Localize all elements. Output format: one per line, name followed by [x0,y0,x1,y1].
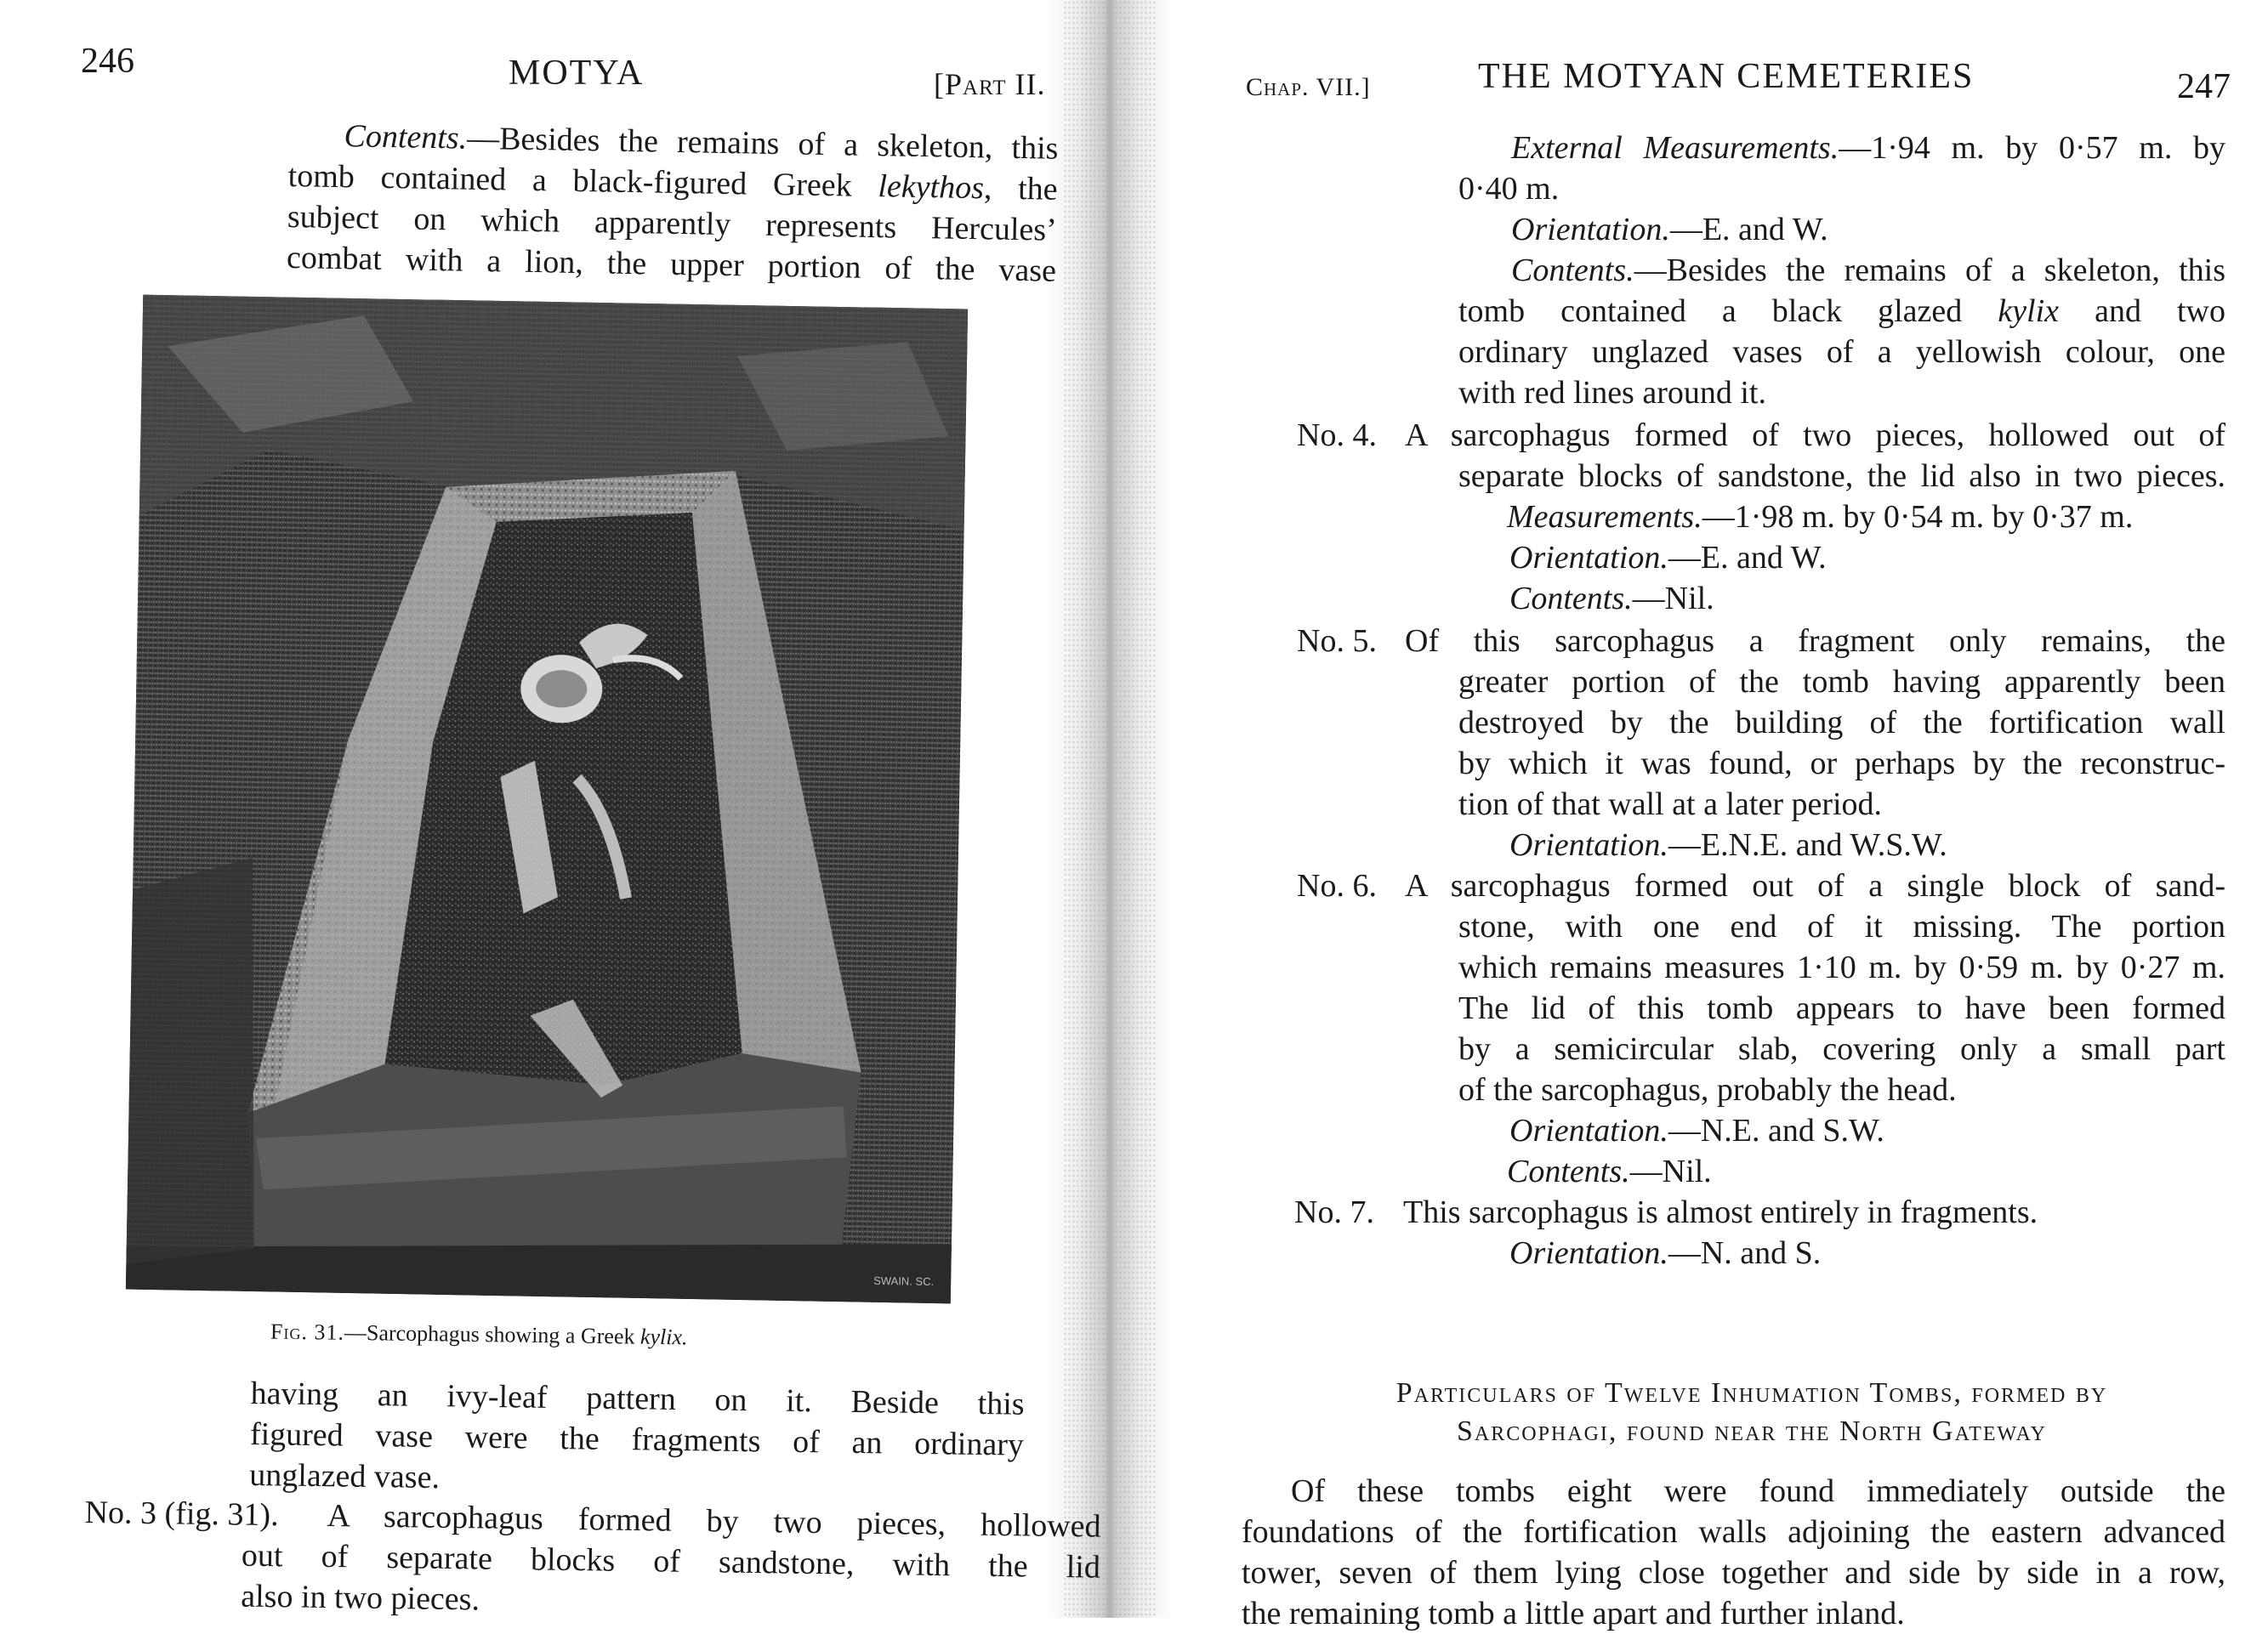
orientation-label: Orientation. [1509,1113,1668,1149]
sarcophagus-photo [126,295,968,1304]
left-running-title: MOTYA [509,54,645,93]
text-line [1511,250,2225,291]
text-line: Of this sarcophagus a fragment only remains, the [1405,623,2225,659]
text-line: by a semicircular slab, covering only a small part [1458,1031,2225,1067]
orientation-line [1509,825,1947,865]
contents-label: Contents. [1507,1154,1630,1189]
entry-no7-label: No. 7. [1294,1194,1374,1230]
left-part-label: [Part II. [934,67,1046,101]
text-span: —E. and W. [1668,540,1827,576]
text-line: the remaining tomb a little apart and further inland. [1242,1596,1905,1631]
text-line: unglazed vase. [249,1456,441,1496]
left-page-number: 246 [81,42,134,81]
text-line: stone, with one end of it missing. The portion [1458,909,2225,945]
text-span: and two [2059,293,2225,329]
right-page-number: 247 [2177,67,2231,106]
text-span: —E.N.E. and W.S.W. [1668,827,1947,863]
contents-label: Contents. [1509,581,1633,616]
entry-no3-label: No. 3 (fig. 31). [84,1494,279,1534]
text-span: —Nil. [1629,1154,1712,1189]
gutter-texture [1063,0,1157,1618]
measurements-label: Measurements. [1507,499,1702,535]
text-span: —1·98 m. by 0·54 m. by 0·37 m. [1702,499,2134,535]
text-span: tomb contained a black glazed [1458,293,1998,329]
entry-no4-label: No. 4. [1297,417,1377,453]
contents-line [1509,578,1714,619]
left-bottom-paragraph [249,1373,1025,1506]
photo-illustration [126,295,968,1304]
orientation-label: Orientation. [1509,1235,1668,1271]
right-chapter-label: Chap. VII.] [1246,73,1371,101]
measurements-line [1507,496,2133,537]
text-span: —E. and W. [1669,212,1828,247]
text-span: —Besides the remains of a skeleton, this [1634,252,2225,288]
caption-kylix: kylix. [639,1324,688,1350]
text-line: This sarcophagus is almost entirely in fragments. [1403,1194,2038,1230]
text-line: A sarcophagus formed out of a single block of sand- [1405,868,2225,904]
text-span: tomb contained a black-figured Greek [287,157,878,205]
contents-label: Contents. [344,118,468,156]
orientation-line [1511,209,1828,250]
left-top-paragraph [287,115,1059,292]
text-span: —Besides the remains of a skeleton, this [466,120,1059,167]
text-line: tion of that wall at a later period. [1458,786,1883,822]
text-line: A sarcophagus formed by two pieces, hollowed [327,1497,1101,1545]
text-span: , the [983,170,1058,207]
section-heading-line1: Particulars of Twelve Inhumation Tombs, formed by [1395,1377,2108,1409]
figure-caption [270,1319,688,1351]
text-line [1511,128,2225,168]
external-measurements-label: External Measurements. [1511,130,1839,166]
contents-line [1507,1151,1712,1192]
text-line: with red lines around it. [1458,375,1766,411]
text-line: combat with a lion, the upper portion of the vase [286,239,1057,289]
contents-label: Contents. [1511,252,1634,288]
orientation-label: Orientation. [1511,212,1670,247]
text-line: The lid of this tomb appears to have been formed [1458,990,2225,1026]
caption-figure-number: Fig. 31. [270,1319,345,1345]
kylix-word: kylix [1998,293,2060,329]
text-line: separate blocks of sandstone, the lid also in two pieces. [1458,458,2225,494]
text-line: greater portion of the tomb having apparently been [1458,664,2225,700]
text-line: foundations of the fortification walls adjoining the eastern advanced [1242,1514,2225,1550]
text-line: Of these tombs eight were found immediately outside the [1291,1473,2225,1509]
text-line: ordinary unglazed vases of a yellowish colour, one [1458,334,2225,370]
text-line: out of separate blocks of sandstone, with the lid [241,1537,1101,1586]
lekythos-word: lekythos [878,168,985,207]
section-heading-line2: Sarcophagi, found near the North Gateway [1456,1416,2048,1447]
text-span: —N.E. and S.W. [1668,1113,1884,1149]
orientation-label: Orientation. [1509,827,1668,863]
orientation-line [1509,1110,1884,1151]
text-line: figured vase were the fragments of an ordinary [249,1416,1025,1463]
entry-no5-label: No. 5. [1297,623,1377,659]
text-line: also in two pieces. [241,1578,480,1618]
text-line: 0·40 m. [1458,171,1560,207]
right-running-title: THE MOTYAN CEMETERIES [1478,57,1975,96]
text-span: —N. and S. [1668,1235,1822,1271]
engraver-mark: SWAIN. SC. [873,1274,935,1289]
orientation-line [1509,537,1827,578]
text-line: having an ivy-leaf pattern on it. Beside this [250,1375,1025,1422]
text-line: by which it was found, or perhaps by the reconstruc- [1458,746,2225,781]
text-span: —1·94 m. by 0·57 m. by [1839,130,2225,166]
text-line: destroyed by the building of the fortification wall [1458,705,2225,740]
entry-no6-label: No. 6. [1297,868,1377,904]
text-span: —Nil. [1632,581,1714,616]
orientation-label: Orientation. [1509,540,1668,576]
caption-text: —Sarcophagus showing a Greek [344,1319,641,1349]
text-line: A sarcophagus formed of two pieces, hollowed out of [1405,417,2225,453]
orientation-line [1509,1233,1821,1274]
text-line: which remains measures 1·10 m. by 0·59 m. by 0·27 m. [1458,950,2225,985]
text-line [1458,291,2225,332]
text-line: tower, seven of them lying close together and side by side in a row, [1242,1555,2225,1591]
text-line: of the sarcophagus, probably the head. [1458,1072,1957,1108]
text-line: subject on which apparently represents Hercules’ [287,198,1058,248]
